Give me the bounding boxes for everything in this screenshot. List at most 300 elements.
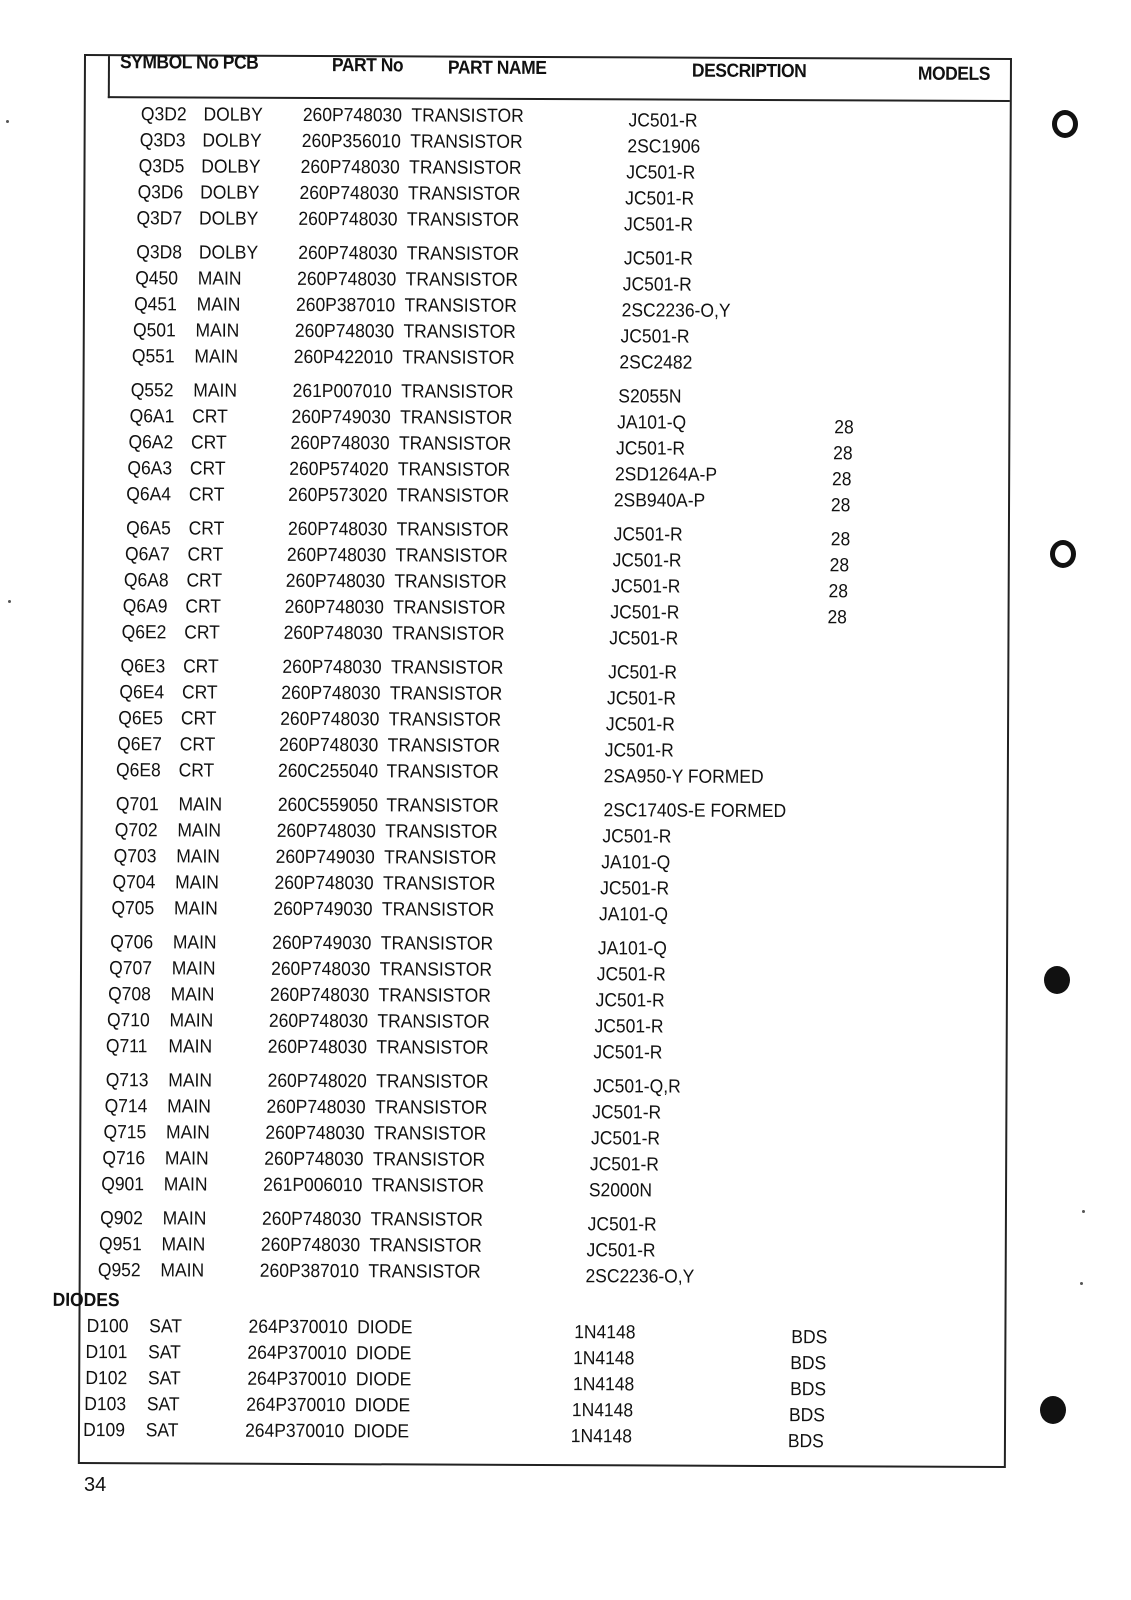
cell-pcb: CRT xyxy=(183,656,219,678)
header-part-no: PART No xyxy=(331,55,404,77)
cell-part-no: 260P748020 xyxy=(267,1070,367,1093)
cell-part-no: 260P748030 xyxy=(266,1096,366,1119)
table-row xyxy=(77,346,935,376)
row-group xyxy=(84,380,1009,517)
cell-symbol: Q707 xyxy=(109,958,153,980)
cell-part-name: TRANSISTOR xyxy=(386,761,500,783)
cell-part-name: TRANSISTOR xyxy=(374,1097,488,1119)
cell-part-name: TRANSISTOR xyxy=(378,985,492,1007)
row-group xyxy=(83,518,1008,652)
cell-part-no: 264P370010 xyxy=(246,1368,347,1391)
cell-pcb: MAIN xyxy=(169,1010,214,1032)
cell-part-no: 260P749030 xyxy=(273,898,373,921)
cell-part-name: TRANSISTOR xyxy=(381,899,495,921)
cell-part-name: TRANSISTOR xyxy=(368,1261,481,1283)
cell-pcb: DOLBY xyxy=(200,182,260,204)
cell-pcb: DOLBY xyxy=(199,208,259,230)
page-number: 34 xyxy=(84,1474,107,1496)
table-row xyxy=(70,518,933,551)
cell-symbol: Q713 xyxy=(105,1070,149,1092)
cell-description: JC501-R xyxy=(623,248,693,270)
section-title-diodes: DIODES xyxy=(52,1289,120,1312)
table-row xyxy=(64,682,932,712)
cell-part-no: 260P748030 xyxy=(290,432,390,455)
cell-description: JA101-Q xyxy=(617,412,687,434)
cell-part-no: 260P748030 xyxy=(299,182,400,205)
cell-part-no: 260P748030 xyxy=(287,518,387,541)
cell-pcb: MAIN xyxy=(174,872,219,894)
cell-part-no: 260P749030 xyxy=(272,932,372,955)
cell-pcb: MAIN xyxy=(173,898,218,920)
cell-symbol: Q3D8 xyxy=(135,242,182,264)
cell-pcb: CRT xyxy=(185,596,221,618)
cell-description: 2SC2236-O,Y xyxy=(585,1266,695,1288)
table-row xyxy=(71,484,933,517)
cell-description: JC501-R xyxy=(601,826,672,848)
cell-part-name: DIODE xyxy=(354,1395,410,1417)
cell-description: 1N4148 xyxy=(572,1374,634,1396)
row-group xyxy=(81,1070,1006,1204)
table-row xyxy=(73,432,933,465)
cell-part-name: TRANSISTOR xyxy=(399,433,512,455)
cell-symbol: Q901 xyxy=(101,1174,144,1196)
cell-pcb: MAIN xyxy=(170,984,215,1006)
cell-part-name: TRANSISTOR xyxy=(407,209,520,231)
cell-part-name: TRANSISTOR xyxy=(393,597,506,619)
cell-part-no: 260P748030 xyxy=(265,1122,365,1145)
cell-symbol: Q6E2 xyxy=(121,622,167,644)
cell-symbol: Q501 xyxy=(132,320,176,342)
cell-pcb: CRT xyxy=(178,760,215,782)
cell-part-name: TRANSISTOR xyxy=(379,959,493,981)
table-row xyxy=(28,1420,926,1453)
cell-symbol: Q451 xyxy=(133,294,177,316)
cell-part-no: 260P748030 xyxy=(283,622,383,645)
speck-mark xyxy=(6,120,9,123)
cell-part-no: 260P422010 xyxy=(293,346,393,369)
cell-symbol: D109 xyxy=(82,1420,125,1442)
cell-pcb: DOLBY xyxy=(198,242,258,264)
cell-models: BDS xyxy=(791,1327,828,1349)
cell-description: 2SC2236-O,Y xyxy=(621,300,731,322)
cell-part-no: 260P748030 xyxy=(300,156,401,179)
cell-pcb: MAIN xyxy=(195,320,240,342)
cell-models: BDS xyxy=(787,1431,824,1453)
cell-description: JC501-R xyxy=(607,688,677,710)
cell-symbol: Q715 xyxy=(103,1122,147,1144)
cell-models: 28 xyxy=(834,417,854,439)
cell-models: 28 xyxy=(831,495,851,517)
cell-description: 2SB940A-P xyxy=(614,490,706,512)
cell-pcb: CRT xyxy=(187,544,223,566)
cell-part-no: 260P356010 xyxy=(301,130,402,153)
cell-description: 2SA950-Y FORMED xyxy=(604,766,765,788)
cell-part-name: TRANSISTOR xyxy=(408,183,521,205)
cell-pcb: MAIN xyxy=(160,1260,205,1282)
cell-part-name: TRANSISTOR xyxy=(382,873,496,895)
table-row xyxy=(58,846,931,876)
table-row xyxy=(48,1122,929,1152)
table-row xyxy=(56,898,930,928)
cell-symbol: Q708 xyxy=(108,984,152,1006)
table-row xyxy=(44,1234,928,1264)
cell-symbol: Q552 xyxy=(130,380,174,402)
cell-part-no: 264P370010 xyxy=(247,1342,348,1365)
cell-symbol: Q6A3 xyxy=(127,458,173,480)
cell-part-name: TRANSISTOR xyxy=(383,847,497,869)
cell-symbol: Q714 xyxy=(104,1096,148,1118)
cell-models: BDS xyxy=(790,1353,827,1375)
table-row xyxy=(29,1394,926,1427)
cell-pcb: MAIN xyxy=(197,268,242,290)
table-row xyxy=(59,820,931,850)
cell-part-name: TRANSISTOR xyxy=(404,295,517,317)
table-row xyxy=(83,182,936,212)
table-row xyxy=(66,622,932,652)
row-group-diodes xyxy=(80,1316,1005,1453)
cell-description: JC501-R xyxy=(596,964,666,986)
table-row xyxy=(62,734,931,764)
cell-pcb: CRT xyxy=(191,432,227,454)
cell-symbol: Q6E8 xyxy=(116,760,162,782)
cell-description: 2SD1264A-P xyxy=(615,464,718,486)
cell-part-name: TRANSISTOR xyxy=(395,545,508,567)
table-row xyxy=(50,1070,929,1100)
table-row xyxy=(57,872,930,902)
cell-part-no: 260P748030 xyxy=(282,656,382,679)
cell-description: 2SC2482 xyxy=(619,352,693,374)
cell-models: 28 xyxy=(832,469,852,491)
cell-pcb: SAT xyxy=(146,1394,180,1416)
table-row xyxy=(46,1174,928,1204)
table-row xyxy=(30,1368,927,1401)
cell-description: 1N4148 xyxy=(574,1322,636,1344)
cell-part-no: 260C559050 xyxy=(277,794,378,817)
table-row xyxy=(65,656,932,686)
cell-symbol: Q6A9 xyxy=(122,596,168,618)
cell-symbol: D101 xyxy=(85,1342,128,1364)
cell-pcb: SAT xyxy=(145,1420,179,1442)
cell-part-no: 264P370010 xyxy=(245,1394,346,1417)
cell-symbol: Q6E7 xyxy=(117,734,163,756)
cell-pcb: SAT xyxy=(147,1368,181,1390)
cell-symbol: Q6A7 xyxy=(124,544,170,566)
cell-pcb: CRT xyxy=(182,682,218,704)
cell-description: JC501-Q,R xyxy=(592,1076,681,1098)
table-row xyxy=(75,380,933,410)
cell-part-name: TRANSISTOR xyxy=(398,459,511,481)
header-part-name: PART NAME xyxy=(447,57,547,80)
cell-symbol: Q6A8 xyxy=(123,570,169,592)
speck-mark xyxy=(8,600,11,603)
cell-part-name: TRANSISTOR xyxy=(411,105,524,127)
cell-part-name: TRANSISTOR xyxy=(402,347,515,369)
table-row xyxy=(80,268,935,298)
cell-symbol: Q902 xyxy=(100,1208,143,1230)
cell-pcb: MAIN xyxy=(172,932,217,954)
cell-description: JC501-R xyxy=(589,1154,659,1176)
cell-pcb: MAIN xyxy=(165,1122,210,1144)
cell-part-no: 260P387010 xyxy=(259,1260,360,1283)
cell-part-name: TRANSISTOR xyxy=(397,485,510,507)
cell-part-no: 264P370010 xyxy=(248,1316,349,1339)
cell-symbol: Q3D6 xyxy=(137,182,184,204)
cell-part-name: TRANSISTOR xyxy=(373,1123,487,1145)
cell-pcb: CRT xyxy=(189,484,225,506)
cell-pcb: MAIN xyxy=(196,294,241,316)
cell-symbol: Q6E3 xyxy=(120,656,166,678)
cell-part-no: 260P749030 xyxy=(275,846,375,869)
parts-list-frame xyxy=(52,52,1012,1468)
cell-description: JC501-R xyxy=(612,550,682,572)
cell-part-name: TRANSISTOR xyxy=(390,657,504,679)
cell-symbol: D102 xyxy=(84,1368,127,1390)
table-row xyxy=(53,984,930,1014)
cell-part-no: 260P749030 xyxy=(291,406,391,429)
cell-description: 1N4148 xyxy=(570,1426,632,1448)
cell-pcb: MAIN xyxy=(171,958,216,980)
cell-part-name: TRANSISTOR xyxy=(385,795,499,817)
cell-description: JC501-R xyxy=(594,1016,664,1038)
cell-description: JC501-R xyxy=(590,1128,660,1150)
cell-part-no: 260P748030 xyxy=(279,734,379,757)
cell-pcb: MAIN xyxy=(176,820,221,842)
cell-description: S2055N xyxy=(618,386,682,408)
cell-part-name: DIODE xyxy=(353,1421,409,1443)
cell-pcb: CRT xyxy=(181,708,217,730)
table-row xyxy=(72,458,933,491)
cell-pcb: CRT xyxy=(190,458,226,480)
cell-symbol: Q716 xyxy=(102,1148,146,1170)
cell-pcb: MAIN xyxy=(164,1148,209,1170)
cell-symbol: Q6A5 xyxy=(125,518,171,540)
table-row xyxy=(55,932,930,962)
cell-description: 1N4148 xyxy=(573,1348,635,1370)
cell-part-name: TRANSISTOR xyxy=(403,321,516,343)
header-description: DESCRIPTION xyxy=(691,60,807,83)
table-body xyxy=(52,96,1010,1453)
cell-part-no: 260P748030 xyxy=(285,570,385,593)
cell-symbol: Q6A4 xyxy=(126,484,172,506)
cell-symbol: Q3D2 xyxy=(140,104,187,126)
cell-description: 2SC1740S-E FORMED xyxy=(602,800,786,823)
cell-pcb: CRT xyxy=(186,570,222,592)
cell-pcb: CRT xyxy=(188,518,224,540)
cell-description: JC501-R xyxy=(599,878,670,900)
cell-part-name: TRANSISTOR xyxy=(410,131,523,153)
cell-part-name: TRANSISTOR xyxy=(388,709,502,731)
cell-part-no: 260P748030 xyxy=(298,208,399,231)
cell-symbol: Q710 xyxy=(107,1010,151,1032)
cell-part-name: TRANSISTOR xyxy=(394,571,507,593)
cell-part-no: 260P748030 xyxy=(274,872,374,895)
table-row xyxy=(82,208,935,238)
table-row xyxy=(78,320,935,350)
cell-part-name: TRANSISTOR xyxy=(370,1209,483,1231)
cell-part-name: TRANSISTOR xyxy=(384,821,498,843)
cell-part-no: 260P748030 xyxy=(261,1208,362,1231)
cell-models: 28 xyxy=(829,555,849,577)
table-row xyxy=(85,130,936,160)
cell-pcb: DOLBY xyxy=(203,104,263,126)
table-row xyxy=(84,156,936,186)
row-group xyxy=(85,242,1010,376)
cell-models: 28 xyxy=(828,581,848,603)
cell-description: 2SC1906 xyxy=(627,136,701,158)
cell-pcb: DOLBY xyxy=(202,130,262,152)
cell-symbol: Q551 xyxy=(131,346,175,368)
cell-description: 1N4148 xyxy=(571,1400,633,1422)
cell-description: JC501-R xyxy=(587,1214,657,1236)
cell-models: BDS xyxy=(788,1405,825,1427)
cell-pcb: MAIN xyxy=(193,380,238,402)
cell-symbol: Q450 xyxy=(134,268,178,290)
cell-symbol: Q703 xyxy=(113,846,157,868)
cell-part-name: TRANSISTOR xyxy=(372,1149,486,1171)
cell-description: JC501-R xyxy=(606,714,676,736)
binder-hole-icon xyxy=(1040,1396,1066,1424)
cell-description: JC501-R xyxy=(591,1102,661,1124)
cell-description: JC501-R xyxy=(609,628,679,650)
speck-mark xyxy=(1082,1210,1085,1213)
cell-part-name: TRANSISTOR xyxy=(406,243,519,265)
cell-pcb: MAIN xyxy=(163,1174,208,1196)
row-group xyxy=(85,104,1010,238)
cell-part-no: 260P748030 xyxy=(281,682,381,705)
row-group xyxy=(83,656,1008,790)
cell-pcb: MAIN xyxy=(194,346,239,368)
row-group xyxy=(81,1208,1005,1290)
cell-pcb: SAT xyxy=(149,1316,183,1338)
cell-part-no: 260P748030 xyxy=(280,708,380,731)
cell-description: JC501-R xyxy=(616,438,686,460)
cell-description: JA101-Q xyxy=(597,938,667,960)
cell-part-name: TRANSISTOR xyxy=(392,623,505,645)
binder-hole-icon xyxy=(1044,966,1070,994)
cell-part-name: TRANSISTOR xyxy=(396,519,509,541)
table-row xyxy=(47,1148,929,1178)
cell-part-name: TRANSISTOR xyxy=(401,381,514,403)
cell-description: JC501-R xyxy=(622,274,692,296)
cell-description: JC501-R xyxy=(610,602,680,624)
cell-symbol: Q6A1 xyxy=(129,406,175,428)
cell-symbol: Q706 xyxy=(110,932,154,954)
cell-pcb: DOLBY xyxy=(201,156,261,178)
table-row xyxy=(31,1342,927,1375)
cell-part-name: TRANSISTOR xyxy=(376,1037,490,1059)
cell-part-name: TRANSISTOR xyxy=(369,1235,482,1257)
cell-part-no: 260P748030 xyxy=(284,596,384,619)
cell-part-name: TRANSISTOR xyxy=(400,407,513,429)
cell-part-no: 260P748030 xyxy=(271,958,371,981)
table-row xyxy=(45,1208,928,1238)
cell-part-name: TRANSISTOR xyxy=(371,1175,485,1197)
cell-symbol: Q704 xyxy=(112,872,156,894)
cell-models: BDS xyxy=(789,1379,826,1401)
cell-description: JC501-R xyxy=(628,110,698,132)
cell-description: JC501-R xyxy=(625,188,695,210)
table-row xyxy=(49,1096,929,1126)
binder-hole-icon xyxy=(1052,110,1078,138)
cell-part-no: 260P387010 xyxy=(295,294,395,317)
row-group xyxy=(82,794,1007,928)
cell-pcb: MAIN xyxy=(161,1234,206,1256)
table-row xyxy=(60,794,931,824)
cell-symbol: D100 xyxy=(86,1316,129,1338)
cell-models: 28 xyxy=(833,443,853,465)
table-row xyxy=(32,1316,927,1349)
cell-pcb: CRT xyxy=(180,734,216,756)
cell-description: JC501-R xyxy=(593,1042,663,1064)
table-row xyxy=(68,570,932,603)
cell-description: JC501-R xyxy=(595,990,665,1012)
table-row xyxy=(67,596,932,629)
cell-pcb: SAT xyxy=(148,1342,182,1364)
cell-part-no: 261P007010 xyxy=(292,380,392,403)
cell-part-name: TRANSISTOR xyxy=(375,1071,489,1093)
cell-description: JC501-R xyxy=(608,662,678,684)
cell-part-name: DIODE xyxy=(357,1317,413,1339)
cell-description: JC501-R xyxy=(611,576,681,598)
table-row xyxy=(79,294,935,324)
table-row xyxy=(54,958,930,988)
cell-part-no: 260P748030 xyxy=(276,820,376,843)
cell-symbol: Q711 xyxy=(106,1036,148,1058)
cell-description: JC501-R xyxy=(613,524,683,546)
cell-part-name: TRANSISTOR xyxy=(380,933,494,955)
cell-part-no: 260P748030 xyxy=(260,1234,361,1257)
cell-part-no: 260C255040 xyxy=(278,760,379,783)
cell-part-no: 260P748030 xyxy=(269,1010,369,1033)
cell-description: JA101-Q xyxy=(598,904,668,926)
row-group xyxy=(82,932,1007,1066)
cell-symbol: Q6A2 xyxy=(128,432,174,454)
table-row xyxy=(74,406,933,439)
cell-part-no: 260P748030 xyxy=(294,320,394,343)
cell-pcb: CRT xyxy=(192,406,228,428)
cell-part-no: 260P748030 xyxy=(268,1036,368,1059)
cell-symbol: Q702 xyxy=(114,820,158,842)
cell-models: 28 xyxy=(830,529,850,551)
cell-part-no: 260P748030 xyxy=(270,984,370,1007)
speck-mark xyxy=(1080,1282,1083,1285)
cell-pcb: MAIN xyxy=(177,794,222,816)
cell-part-name: TRANSISTOR xyxy=(387,735,501,757)
cell-part-no: 260P748030 xyxy=(264,1148,364,1171)
cell-symbol: Q6E4 xyxy=(119,682,165,704)
table-header xyxy=(108,52,1010,102)
cell-part-name: TRANSISTOR xyxy=(389,683,503,705)
cell-symbol: Q951 xyxy=(99,1234,142,1256)
cell-part-no: 260P748030 xyxy=(296,268,396,291)
cell-part-name: DIODE xyxy=(355,1369,411,1391)
cell-symbol: Q3D7 xyxy=(136,208,183,230)
table-row xyxy=(43,1260,928,1290)
table-row xyxy=(81,242,935,272)
cell-symbol: Q6E5 xyxy=(118,708,164,730)
table-row xyxy=(63,708,931,738)
cell-symbol: Q701 xyxy=(115,794,159,816)
cell-symbol: D103 xyxy=(83,1394,126,1416)
cell-pcb: MAIN xyxy=(166,1096,211,1118)
cell-description: S2000N xyxy=(588,1180,652,1202)
cell-symbol: Q952 xyxy=(98,1260,141,1282)
cell-part-name: TRANSISTOR xyxy=(405,269,518,291)
table-row xyxy=(86,104,936,134)
cell-part-no: 260P574020 xyxy=(289,458,389,481)
cell-description: JA101-Q xyxy=(600,852,671,874)
cell-pcb: MAIN xyxy=(175,846,220,868)
